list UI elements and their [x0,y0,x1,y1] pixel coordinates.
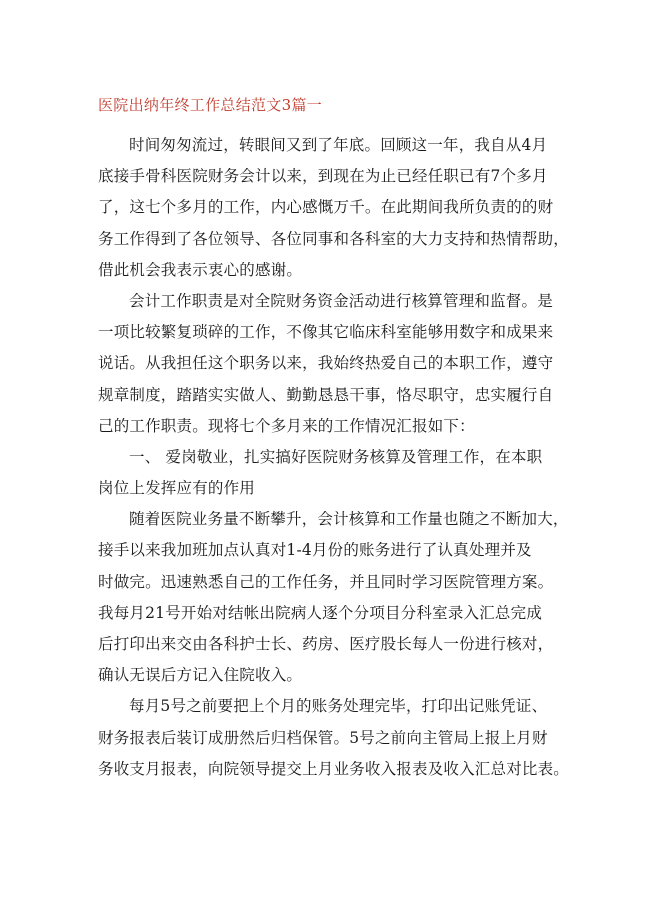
text-line: 时间匆匆流过，转眼间又到了年底。回顾这一年，我自从4月 [129,136,548,154]
text-line: 借此机会我表示衷心的感谢。 [98,260,303,279]
text-line: 己的工作职责。现将七个多月来的工作情况汇报如下： [98,416,475,435]
document-body [98,130,570,785]
paragraph-5 [98,691,570,785]
text-line: 底接手骨科医院财务会计以来，到现在为止已经任职已有7个多月 [98,167,548,186]
text-line: 接手以来我加班加点认真对1-4月份的账务进行了认真处理并及 [98,541,532,560]
document-title: 医院出纳年终工作总结范文3篇一 [98,96,323,114]
paragraph-1 [98,130,570,286]
text-line: 岗位上发挥应有的作用 [98,479,256,498]
text-line: 时做完。迅速熟悉自己的工作任务，并且同时学习医院管理方案。 [98,572,554,591]
text-line: 每月5号之前要把上个月的账务处理完毕，打印出记账凭证、 [129,697,548,716]
text-line: 务工作得到了各位领导、各位同事和各科室的大力支持和热情帮助， [98,229,570,248]
text-line: 确认无误后方记入住院收入。 [98,666,303,685]
text-line: 随着医院业务量不断攀升，会计核算和工作量也随之不断加大， [129,510,569,529]
paragraph-4 [98,504,569,691]
text-line: 了，这七个多月的工作，内心感慨万千。在此期间我所负责的的财 [98,198,554,217]
text-line: 后打印出来交由各科护士长、药房、医疗股长每人一份进行核对， [98,635,554,653]
paragraph-3-heading [98,442,548,504]
text-line: 一、 爱岗敬业，扎实搞好医院财务核算及管理工作，在本职 [129,447,543,466]
text-line: 我每月21号开始对结帐出院病人逐个分项目分科室录入汇总完成 [98,603,543,622]
text-line: 会计工作职责是对全院财务资金活动进行核算管理和监督。是 [129,291,553,310]
text-line: 财务报表后装订成册然后归档保管。5号之前向主管局上报上月财 [98,728,548,747]
text-line: 说话。从我担任这个职务以来，我始终热爱自己的本职工作，遵守 [98,354,554,373]
text-line: 规章制度，踏踏实实做人、勤勤恳恳干事，恪尽职守，忠实履行自 [98,385,554,404]
text-line: 务收支月报表，向院领导提交上月业务收入报表及收入汇总对比表。 [98,759,570,778]
paragraph-2 [98,286,554,442]
text-line: 一项比较繁复琐碎的工作，不像其它临床科室能够用数字和成果来 [98,323,554,342]
